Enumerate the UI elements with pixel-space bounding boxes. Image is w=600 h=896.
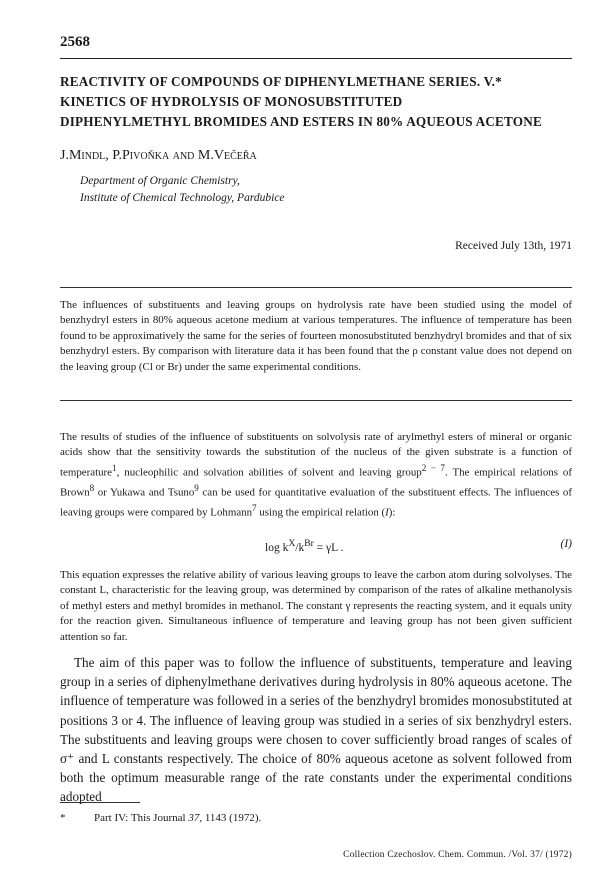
abstract: The influences of substituents and leaving groups on hydrolysis rate have been studied using the model of benzhydryl esters in 80% aqueous acetone medium at various temperatures. The influence of temperature has been found to be approximatively the same for the series of fourteen monosubstituted benzhydryl bromides and that of six benzhydryl esters. By comparison with literature data it has been found that the ρ constant value does not depend on the leaving group (Cl or Br) under the same experimental conditions.: [60, 299, 572, 373]
eq-log: log k: [265, 541, 289, 554]
abstract-top-rule: [60, 287, 572, 288]
footnote: [60, 812, 261, 824]
footnote-rule: [60, 802, 140, 803]
footnote-text-before: Part IV: This Journal: [94, 812, 189, 824]
intro-text-4: or Yukawa and Tsuno: [94, 486, 195, 499]
article-title: [60, 72, 572, 132]
title-line-3: DIPHENYLMETHYL BROMIDES AND ESTERS IN 80% AQUEOUS ACETONE: [60, 114, 542, 129]
ref-8: 8: [89, 482, 95, 493]
paragraph-3: The aim of this paper was to follow the influence of substituents, temperature and leaving group in a series of diphenylmethane derivatives during hydrolysis in 80% aqueous acetone. The influence of temperature was followed in a series of the benzhydryl bromides monosubstituted at positions 3 or 4. The influence of leaving group was studied in a series of six benzhydryl esters. The substituents and leaving groups were chosen to cover sufficiently broad ranges of scales of σ⁺ and L constants respectively. The choice of 80% aqueous acetone as solvent followed from both the optimum measurable range of the rate constants under the experimental conditions adopted: [60, 655, 572, 805]
footnote-volume: 37,: [188, 812, 203, 824]
eq-slash: /k: [295, 541, 305, 554]
affiliation-line-2: Institute of Chemical Technology, Pardubice: [80, 192, 285, 204]
eq-rhs: = γL .: [313, 541, 344, 554]
intro-text-3: . The empirical relations of Brown: [60, 466, 572, 499]
eq-sup-br: Br: [304, 538, 314, 549]
authors: J.Mindl, P.Pivoňka and M.Večeřa: [60, 148, 257, 163]
paragraph-2: This equation expresses the relative ability of various leaving groups to leave the carbon atom during solvolyses. The constant L, characteristic for the leaving group, was determined by comparison of the rates of alkaline methanolysis of methyl esters and methyl bromides in methanol. The constant γ represents the reacting system, and it equals unity for the reaction given. Simultaneous influence of temperature and leaving group has not been given sufficient attention so far.: [60, 569, 572, 643]
abstract-bottom-rule: [60, 400, 572, 401]
header-rule: [60, 58, 572, 59]
intro-text-5: can be used for quantitative evaluation of the substituent effects. The influences of leaving groups were compared by Lohmann: [60, 486, 572, 519]
intro-text-2: , nucleophilic and solvation abilities of solvent and leaving group: [116, 466, 422, 479]
title-line-2: KINETICS OF HYDROLYSIS OF MONOSUBSTITUTED: [60, 94, 403, 109]
equation-body: [265, 538, 343, 554]
intro-text-1: The results of studies of the influence of substituents on solvolysis rate of arylmethyl esters of mineral or organic acids show that the sensitivity towards the substitution of the nucleus of the given substrate is a function of temperature: [60, 431, 572, 479]
affiliation: [80, 173, 285, 207]
intro-paragraph: [60, 430, 572, 521]
journal-footer: Collection Czechoslov. Chem. Commun. /Vol. 37/ (1972): [343, 850, 572, 860]
eq-sup-x: X: [288, 538, 296, 549]
page-number: 2568: [60, 34, 90, 50]
ref-1: 1: [112, 462, 117, 473]
title-line-1: REACTIVITY OF COMPOUNDS OF DIPHENYLMETHANE SERIES. V.*: [60, 74, 502, 89]
received-date: Received July 13th, 1971: [455, 240, 572, 252]
footnote-text-after: 1143 (1972).: [202, 812, 262, 824]
ref-2-7: 2 − 7: [421, 462, 445, 473]
intro-text-7: ):: [388, 506, 396, 519]
equation-number: (I): [560, 538, 572, 550]
footnote-mark: *: [60, 812, 66, 824]
equation-ref: I: [385, 506, 389, 519]
ref-7: 7: [252, 502, 257, 513]
intro-text-6: using the empirical relation (: [256, 506, 386, 519]
ref-9: 9: [194, 482, 199, 493]
affiliation-line-1: Department of Organic Chemistry,: [80, 175, 240, 187]
